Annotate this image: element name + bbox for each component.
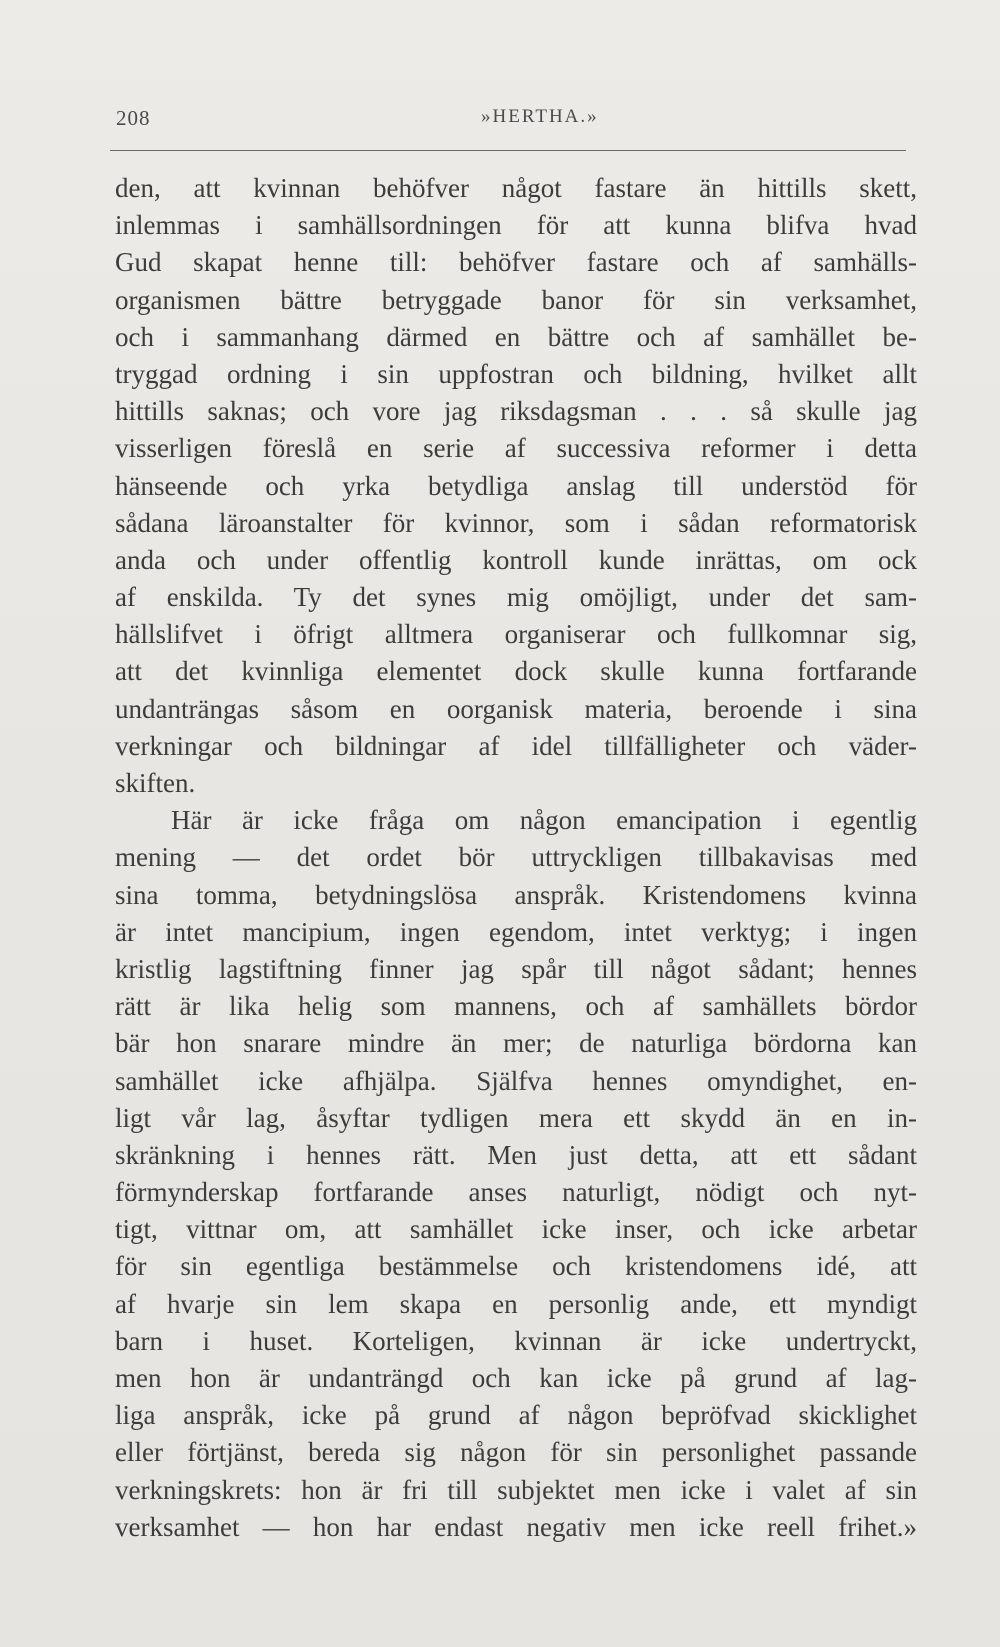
text-line: och i sammanhang därmed en bättre och af samhället be- [115,321,917,352]
body-text [115,170,917,1546]
text-line: verksamhet — hon har endast negativ men icke reell frihet.» [115,1511,917,1542]
text-line: tryggad ordning i sin uppfostran och bildning, hvilket allt [115,358,917,389]
text-line: mening — det ordet bör uttryckligen tillbakavisas med [115,842,917,873]
text-line: kristlig lagstiftning finner jag spår till något sådant; hennes [115,953,917,984]
text-line: hällslifvet i öfrigt alltmera organiserar och fullkomnar sig, [115,619,917,650]
text-line: Gud skapat henne till: behöfver fastare och af samhälls- [115,247,917,278]
text-line: rätt är lika helig som mannens, och af samhällets bördor [115,991,917,1022]
text-line: af hvarje sin lem skapa en personlig ande, ett myndigt [115,1288,917,1319]
text-line: tigt, vittnar om, att samhället icke inser, och icke arbetar [115,1214,917,1245]
text-line: sina tomma, betydningslösa anspråk. Kristendomens kvinna [115,879,917,910]
text-line: Här är icke fråga om någon emancipation i egentlig [171,805,917,836]
text-line: liga anspråk, icke på grund af någon bepröfvad skicklighet [115,1400,917,1431]
text-line: samhället icke afhjälpa. Själfva hennes omyndighet, en- [115,1065,917,1096]
text-line: skränkning i hennes rätt. Men just detta, att ett sådant [115,1139,917,1170]
text-line: inlemmas i samhällsordningen för att kunna blifva hvad [115,210,917,241]
text-line: för sin egentliga bestämmelse och kristendomens idé, att [115,1251,917,1282]
text-line: är intet mancipium, ingen egendom, intet verktyg; i ingen [115,916,917,947]
text-line: bär hon snarare mindre än mer; de naturliga bördorna kan [115,1028,917,1059]
text-line: verkningar och bildningar af idel tillfälligheter och väder- [115,730,917,761]
text-line: undanträngas såsom en oorganisk materia, beroende i sina [115,693,917,724]
text-line: ligt vår lag, åsyftar tydligen mera ett skydd än en in- [115,1102,917,1133]
text-line: förmynderskap fortfarande anses naturligt, nödigt och nyt- [115,1177,917,1208]
text-line: barn i huset. Korteligen, kvinnan är icke undertryckt, [115,1325,917,1356]
text-line: organismen bättre betryggade banor för sin verksamhet, [115,284,917,315]
text-line: eller förtjänst, bereda sig någon för sin personlighet passande [115,1437,917,1468]
journal-title: »HERTHA.» [481,106,599,127]
running-head [116,106,906,142]
text-line: hänseende och yrka betydliga anslag till understöd för [115,470,917,501]
page-number: 208 [116,106,151,130]
text-line: anda och under offentlig kontroll kunde inrättas, om ock [115,544,917,575]
text-line: men hon är undanträngd och kan icke på grund af lag- [115,1363,917,1393]
text-line: verkningskrets: hon är fri till subjektet men icke i valet af sin [115,1474,917,1505]
text-line: skiften. [115,768,196,798]
text-line: af enskilda. Ty det synes mig omöjligt, under det sam- [115,582,917,613]
text-line: den, att kvinnan behöfver något fastare än hittills skett, [115,173,917,203]
text-line: visserligen föreslå en serie af successiva reformer i detta [115,433,917,464]
text-line: att det kvinnliga elementet dock skulle kunna fortfarande [115,656,917,687]
text-line: sådana läroanstalter för kvinnor, som i sådan reformatorisk [115,507,917,538]
text-line: hittills saknas; och vore jag riksdagsman . . . så skulle jag [115,396,917,427]
header-rule [110,150,906,151]
